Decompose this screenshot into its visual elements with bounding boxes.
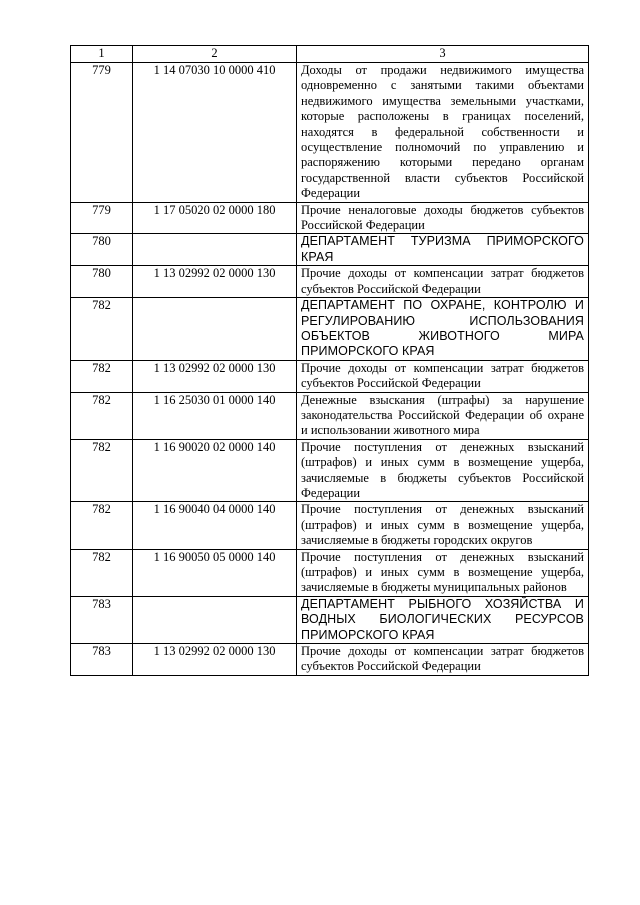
department-name-cell: ДЕПАРТАМЕНТ ТУРИЗМА ПРИМОРСКОГО КРАЯ	[297, 234, 589, 266]
revenue-description-cell: Прочие доходы от компенсации затрат бюджетов субъектов Российской Федерации	[297, 266, 589, 298]
table-row	[71, 234, 589, 266]
budget-code-cell: 1 13 02992 02 0000 130	[133, 266, 297, 298]
admin-code-cell: 779	[71, 63, 133, 203]
budget-code-cell: 1 13 02992 02 0000 130	[133, 360, 297, 392]
table-row	[71, 298, 589, 361]
revenue-description-cell: Прочие доходы от компенсации затрат бюджетов субъектов Российской Федерации	[297, 360, 589, 392]
admin-code-cell: 783	[71, 644, 133, 676]
table-row	[71, 392, 589, 439]
revenue-description-cell: Прочие поступления от денежных взысканий (штрафов) и иных сумм в возмещение ущерба, зачисляемые в бюджеты городских округов	[297, 502, 589, 549]
table-row	[71, 644, 589, 676]
budget-code-cell: 1 16 25030 01 0000 140	[133, 392, 297, 439]
budget-code-cell: 1 13 02992 02 0000 130	[133, 644, 297, 676]
table-row	[71, 549, 589, 596]
budget-code-cell	[133, 298, 297, 361]
department-name-cell: ДЕПАРТАМЕНТ РЫБНОГО ХОЗЯЙСТВА И ВОДНЫХ БИОЛОГИЧЕСКИХ РЕСУРСОВ ПРИМОРСКОГО КРАЯ	[297, 596, 589, 643]
budget-code-cell: 1 16 90040 04 0000 140	[133, 502, 297, 549]
column-header-1: 1	[71, 46, 133, 63]
admin-code-cell: 780	[71, 234, 133, 266]
admin-code-cell: 782	[71, 392, 133, 439]
admin-code-cell: 783	[71, 596, 133, 643]
admin-code-cell: 782	[71, 360, 133, 392]
table-row	[71, 202, 589, 234]
budget-code-cell: 1 16 90050 05 0000 140	[133, 549, 297, 596]
column-header-2: 2	[133, 46, 297, 63]
admin-code-cell: 779	[71, 202, 133, 234]
table-row	[71, 596, 589, 643]
budget-code-cell: 1 16 90020 02 0000 140	[133, 439, 297, 502]
revenue-description-cell: Прочие поступления от денежных взысканий (штрафов) и иных сумм в возмещение ущерба, зачисляемые в бюджеты муниципальных районов	[297, 549, 589, 596]
table-row	[71, 502, 589, 549]
revenue-description-cell: Прочие поступления от денежных взысканий (штрафов) и иных сумм в возмещение ущерба, зачисляемые в бюджеты субъектов Российской Федерации	[297, 439, 589, 502]
admin-code-cell: 782	[71, 549, 133, 596]
budget-code-cell	[133, 234, 297, 266]
department-name-cell: ДЕПАРТАМЕНТ ПО ОХРАНЕ, КОНТРОЛЮ И РЕГУЛИРОВАНИЮ ИСПОЛЬЗОВАНИЯ ОБЪЕКТОВ ЖИВОТНОГО МИРА ПРИМОРСКОГО КРАЯ	[297, 298, 589, 361]
revenue-classification-table	[70, 45, 589, 676]
table-row	[71, 360, 589, 392]
table-row	[71, 439, 589, 502]
table-header-row	[71, 46, 589, 63]
table-row	[71, 63, 589, 203]
revenue-description-cell: Прочие доходы от компенсации затрат бюджетов субъектов Российской Федерации	[297, 644, 589, 676]
budget-code-cell: 1 14 07030 10 0000 410	[133, 63, 297, 203]
revenue-description-cell: Денежные взыскания (штрафы) за нарушение законодательства Российской Федерации об охране и использовании животного мира	[297, 392, 589, 439]
budget-code-cell	[133, 596, 297, 643]
admin-code-cell: 782	[71, 502, 133, 549]
revenue-description-cell: Прочие неналоговые доходы бюджетов субъектов Российской Федерации	[297, 202, 589, 234]
column-header-3: 3	[297, 46, 589, 63]
revenue-description-cell: Доходы от продажи недвижимого имущества одновременно с занятыми такими объектами недвижимого имущества земельными участками, которые расположены в границах поселений, находятся в федеральной собственности и осуществление полномочий по управлению и распоряжению которыми передано органам государственной власти субъектов Российской Федерации	[297, 63, 589, 203]
admin-code-cell: 782	[71, 439, 133, 502]
admin-code-cell: 782	[71, 298, 133, 361]
table-row	[71, 266, 589, 298]
budget-code-cell: 1 17 05020 02 0000 180	[133, 202, 297, 234]
admin-code-cell: 780	[71, 266, 133, 298]
